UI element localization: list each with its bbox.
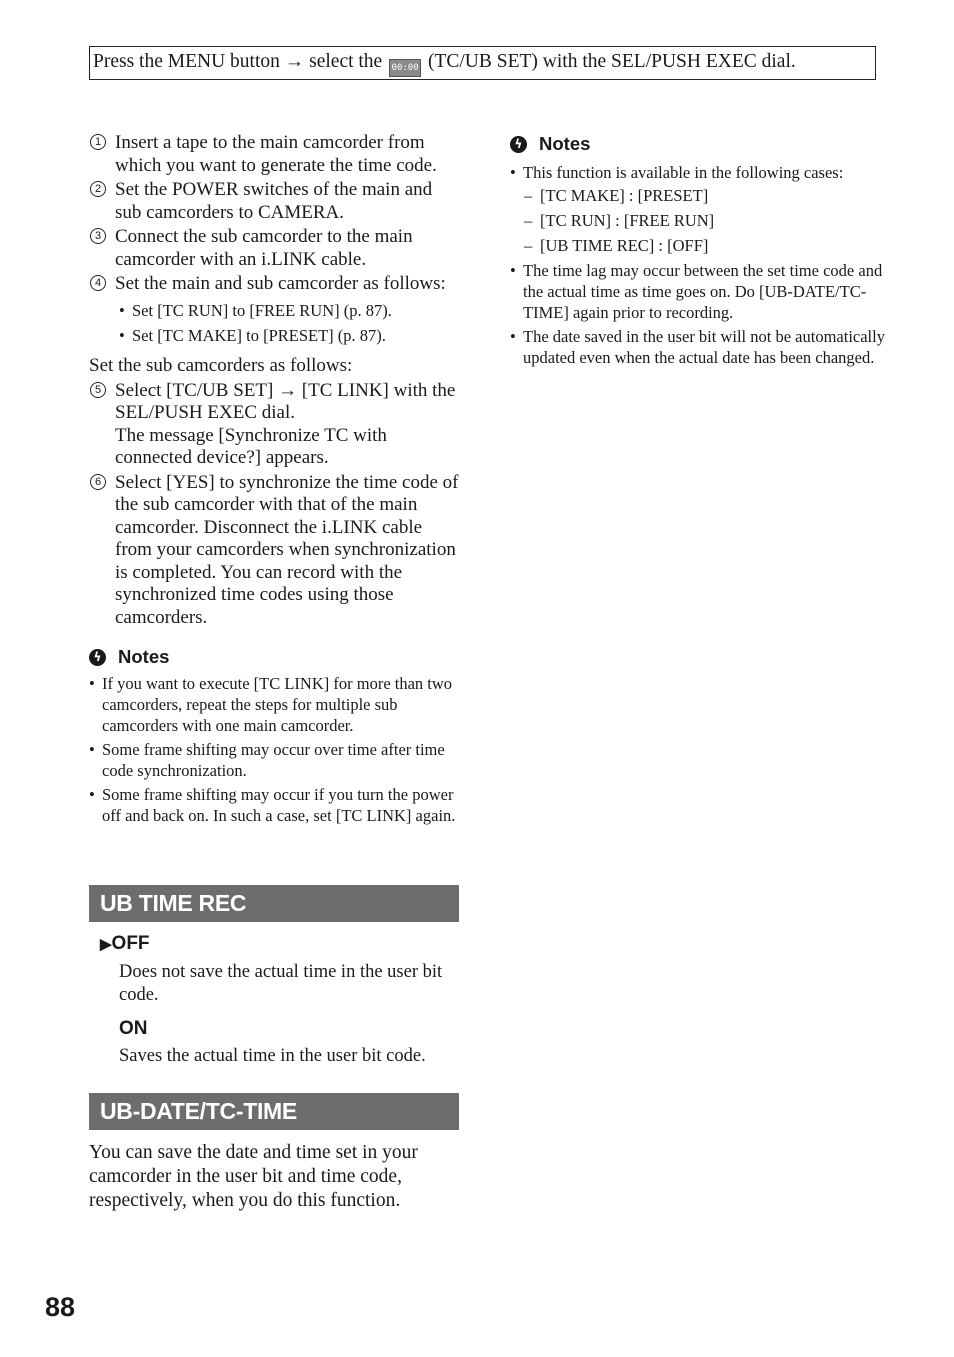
- sub-item: • Set [TC MAKE] to [PRESET] (p. 87).: [89, 323, 461, 348]
- note-item: • The time lag may occur between the set time code and the actual time as time goes on. Do [UB-DATE/TC-TIME] again prior to recording.: [510, 260, 885, 323]
- on-label: ON: [119, 1018, 148, 1039]
- arrow-icon: →: [284, 51, 305, 72]
- step-1: [89, 132, 461, 177]
- notes-heading: [89, 645, 461, 669]
- step-2: [89, 179, 461, 224]
- case-item: – [TC MAKE] : [PRESET]: [510, 183, 885, 208]
- default-marker-icon: ▶: [100, 936, 112, 953]
- step-number: 4: [90, 275, 106, 291]
- step-text: Select [YES] to synchronize the time code of the sub camcorder with that of the main camcorder. Disconnect the i.LINK cable from your camcorders when synchronization is completed. You can record with the synchronized time codes using those camcorders.: [115, 471, 459, 628]
- instruction-banner: [89, 46, 876, 80]
- step-4: [89, 273, 461, 296]
- note-item: • If you want to execute [TC LINK] for more than two camcorders, repeat the steps for multiple sub camcorders with one main camcorder.: [89, 673, 461, 736]
- option-description: Saves the actual time in the user bit code.: [119, 1046, 426, 1066]
- note-item: • The date saved in the user bit will not be automatically updated even when the actual date has been changed.: [510, 326, 885, 368]
- step-text: Connect the sub camcorder to the main camcorder with an i.LINK cable.: [115, 226, 413, 270]
- step-number: 3: [90, 228, 106, 244]
- step-text: Set the main and sub camcorder as follows:: [115, 273, 446, 294]
- step-5: [89, 380, 461, 470]
- banner-text-1: Press the MENU button: [93, 51, 280, 72]
- step-number: 6: [90, 474, 106, 490]
- tc-ub-set-icon: 00:00: [389, 59, 421, 77]
- page-number: 88: [45, 1292, 76, 1322]
- note-item: • This function is available in the following cases:: [510, 162, 885, 183]
- step-number: 2: [90, 181, 106, 197]
- note-item: • Some frame shifting may occur if you turn the power off and back on. In such a case, set [TC LINK] again.: [89, 784, 461, 826]
- step-number: 5: [90, 382, 106, 398]
- banner-text-3: (TC/UB SET) with the SEL/PUSH EXEC dial.: [427, 51, 796, 72]
- option-on: [100, 1017, 460, 1068]
- right-column: [510, 132, 885, 371]
- step-text: Select [TC/UB SET] → [TC LINK] with the SEL/PUSH EXEC dial.: [115, 379, 456, 423]
- step-3: [89, 226, 461, 271]
- notes-icon: ϟ: [510, 136, 527, 153]
- left-column: [89, 132, 461, 829]
- case-item: – [UB TIME REC] : [OFF]: [510, 233, 885, 258]
- step-number: 1: [90, 134, 106, 150]
- step-text: Insert a tape to the main camcorder from which you want to generate the time code.: [115, 132, 437, 176]
- notes-icon: ϟ: [89, 649, 106, 666]
- notes-title: Notes: [539, 133, 591, 154]
- section-title-ub-date-tc-time: UB-DATE/TC-TIME: [89, 1093, 459, 1130]
- banner-text-2: select the: [309, 51, 383, 72]
- sub-item: • Set [TC RUN] to [FREE RUN] (p. 87).: [89, 298, 461, 323]
- option-label: [100, 932, 460, 957]
- sub-intro: Set the sub camcorders as follows:: [89, 354, 353, 376]
- step-text-message: The message [Synchronize TC with connected device?] appears.: [115, 424, 387, 468]
- option-off: [100, 932, 460, 1007]
- notes-heading: [510, 132, 885, 156]
- off-label: OFF: [111, 933, 150, 954]
- notes-title: Notes: [118, 646, 170, 667]
- section-title-ub-time-rec: UB TIME REC: [89, 885, 459, 922]
- step-6: [89, 472, 461, 630]
- option-description: Does not save the actual time in the user bit code.: [119, 962, 443, 1005]
- note-item: • Some frame shifting may occur over time after time code synchronization.: [89, 739, 461, 781]
- ub-date-description: You can save the date and time set in your camcorder in the user bit and time code, respectively, when you do this function.: [89, 1142, 418, 1211]
- step-text: Set the POWER switches of the main and sub camcorders to CAMERA.: [115, 179, 433, 223]
- case-item: – [TC RUN] : [FREE RUN]: [510, 208, 885, 233]
